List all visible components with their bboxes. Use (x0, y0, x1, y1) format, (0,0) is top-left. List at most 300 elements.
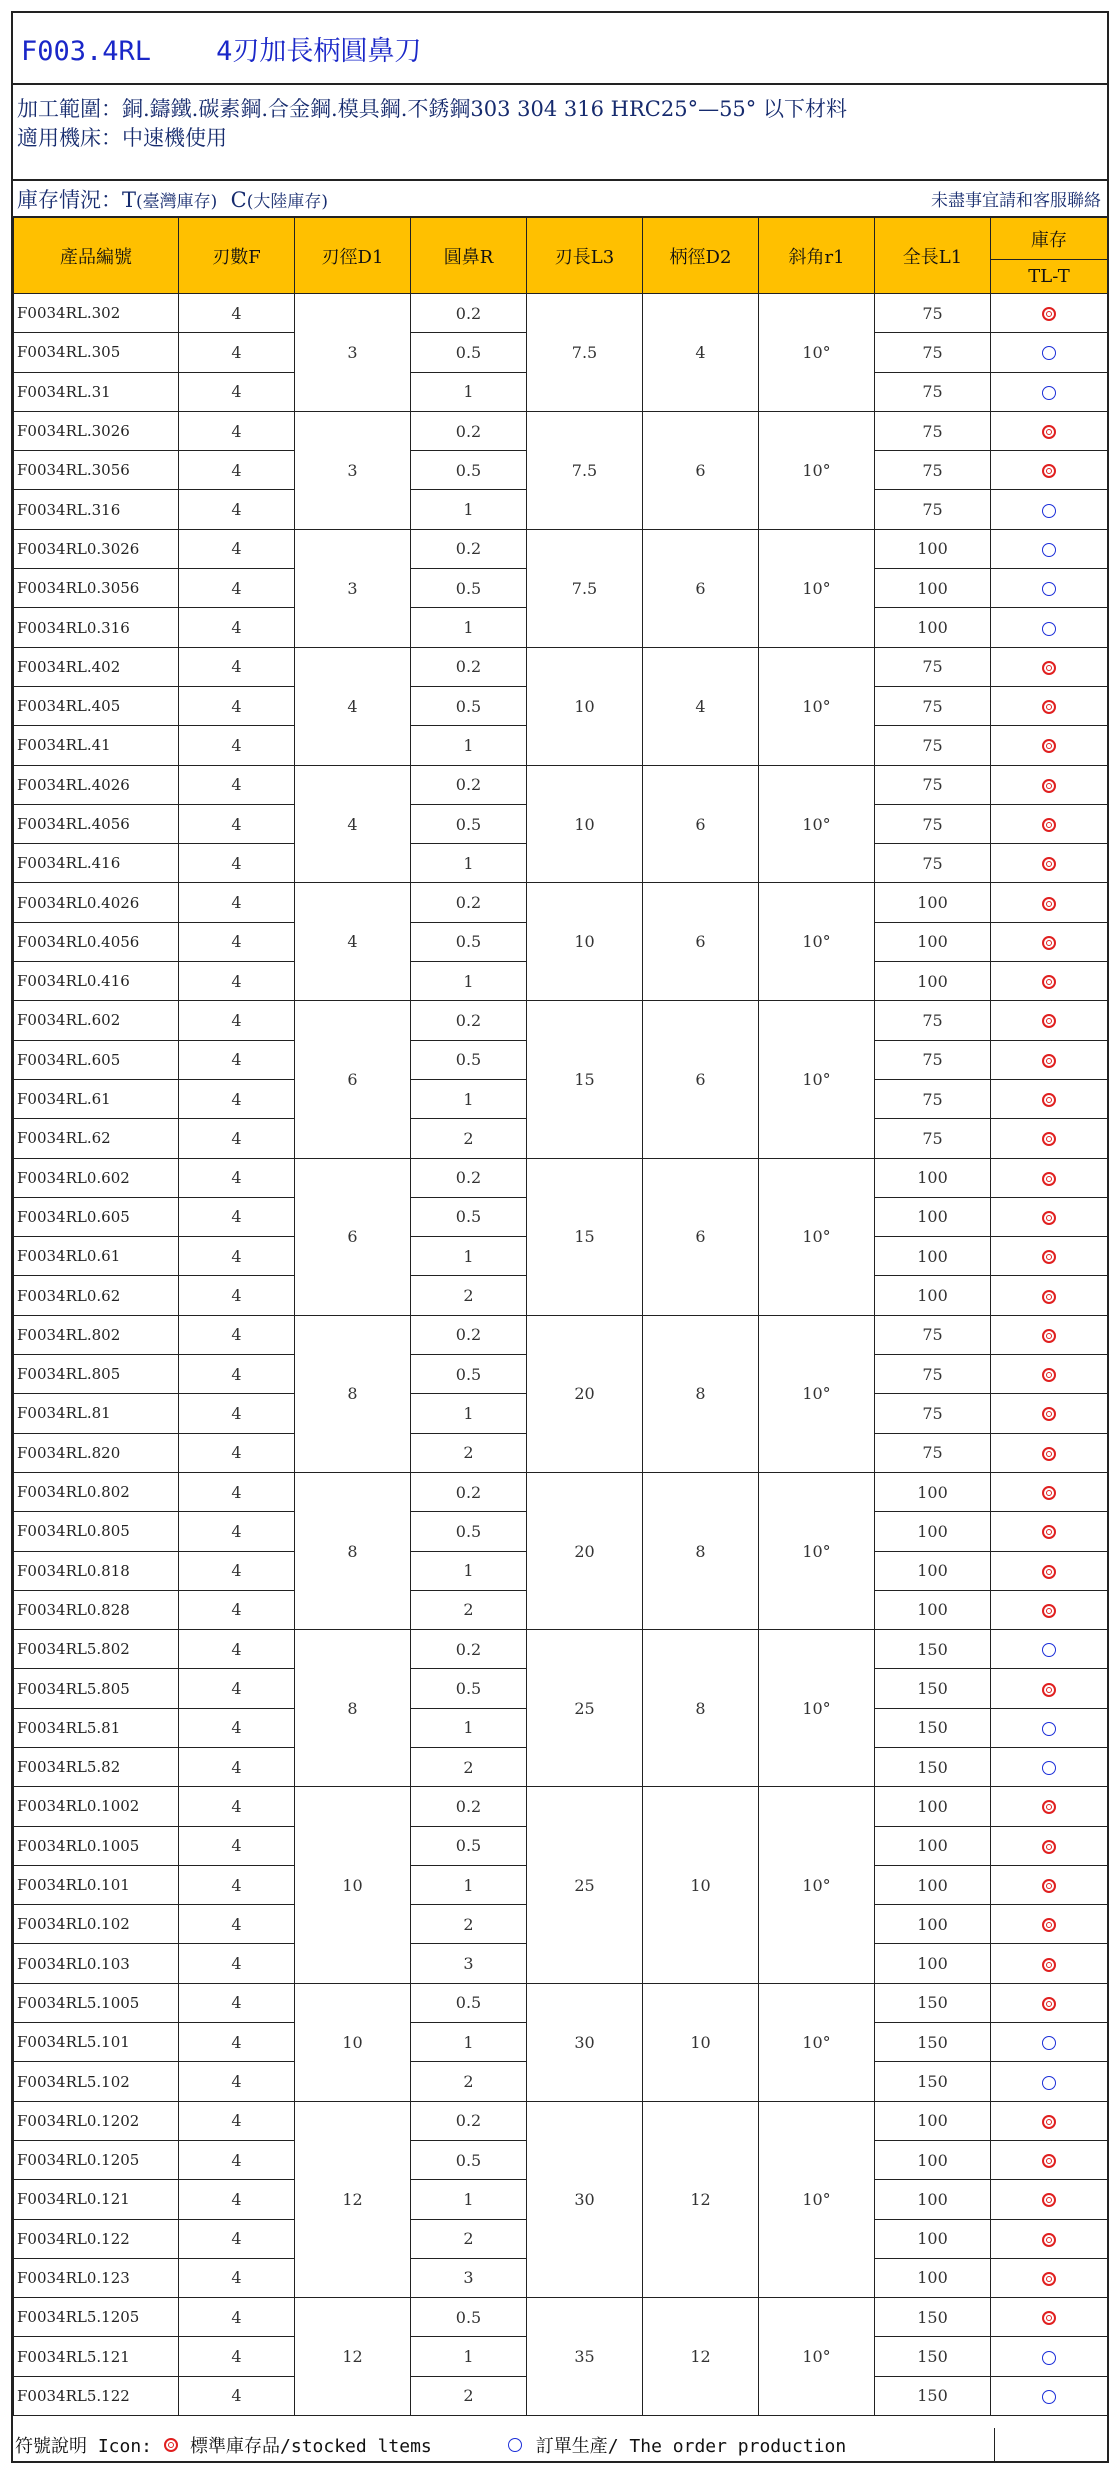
cell-flutes: 4 (179, 1315, 295, 1354)
legend-divider (994, 2428, 995, 2461)
cell-stock (991, 2062, 1108, 2101)
cell-total-length: 100 (875, 1197, 991, 1236)
cell-stock (991, 1079, 1108, 1118)
table-row (14, 529, 1108, 568)
cell-flutes: 4 (179, 844, 295, 883)
double-circle-icon (1042, 1172, 1056, 1186)
cell-diameter: 3 (295, 294, 411, 412)
cell-radius: 2 (411, 2376, 527, 2415)
cell-flutes: 4 (179, 1983, 295, 2022)
cell-radius: 0.2 (411, 2101, 527, 2140)
cell-diameter: 8 (295, 1315, 411, 1472)
cell-code: F0034RL.62 (14, 1119, 179, 1158)
cell-code: F0034RL.41 (14, 726, 179, 765)
cell-total-length: 150 (875, 2376, 991, 2415)
cell-total-length: 75 (875, 844, 991, 883)
cell-flutes: 4 (179, 1433, 295, 1472)
cell-stock (991, 1276, 1108, 1315)
cell-code: F0034RL5.1205 (14, 2298, 179, 2337)
cell-total-length: 150 (875, 2298, 991, 2337)
cell-stock (991, 686, 1108, 725)
cell-radius: 0.2 (411, 765, 527, 804)
cell-flute-length: 20 (527, 1315, 643, 1472)
cell-angle: 10° (759, 1315, 875, 1472)
cell-radius: 0.5 (411, 1669, 527, 1708)
cell-stock (991, 2023, 1108, 2062)
cell-code: F0034RL0.61 (14, 1237, 179, 1276)
cell-radius: 1 (411, 2337, 527, 2376)
header-stock: 庫存 (991, 218, 1108, 260)
double-circle-icon (1042, 2193, 1056, 2207)
cell-stock (991, 411, 1108, 450)
circle-icon (1042, 2390, 1056, 2404)
cell-total-length: 100 (875, 1276, 991, 1315)
stock-status-bar (13, 181, 1107, 217)
double-circle-icon (1042, 1290, 1056, 1304)
cell-radius: 1 (411, 372, 527, 411)
cell-total-length: 100 (875, 1158, 991, 1197)
cell-radius: 1 (411, 1237, 527, 1276)
cell-radius: 1 (411, 2180, 527, 2219)
cell-stock (991, 1905, 1108, 1944)
double-circle-icon (1042, 975, 1056, 989)
cell-total-length: 100 (875, 1237, 991, 1276)
cell-code: F0034RL0.602 (14, 1158, 179, 1197)
cell-radius: 2 (411, 2219, 527, 2258)
cell-radius: 3 (411, 2258, 527, 2297)
double-circle-icon (1042, 2115, 1056, 2129)
cell-radius: 0.5 (411, 686, 527, 725)
cell-shank: 6 (643, 411, 759, 529)
cell-diameter: 8 (295, 1472, 411, 1629)
cell-total-length: 150 (875, 2062, 991, 2101)
contact-note: 未盡事宜請和客服聯絡 (931, 191, 1101, 211)
cell-code: F0034RL.3056 (14, 451, 179, 490)
cell-radius: 1 (411, 2023, 527, 2062)
table-row (14, 1630, 1108, 1669)
double-circle-icon (1042, 1486, 1056, 1500)
cell-code: F0034RL0.828 (14, 1590, 179, 1629)
cell-total-length: 100 (875, 2101, 991, 2140)
cell-flutes: 4 (179, 490, 295, 529)
cell-code: F0034RL5.101 (14, 2023, 179, 2062)
cell-radius: 1 (411, 726, 527, 765)
cell-code: F0034RL.316 (14, 490, 179, 529)
double-circle-icon (1042, 2233, 1056, 2247)
header-shank: 柄徑D2 (643, 218, 759, 294)
cell-flutes: 4 (179, 1905, 295, 1944)
cell-stock (991, 1630, 1108, 1669)
cell-flutes: 4 (179, 1472, 295, 1511)
cell-total-length: 75 (875, 1315, 991, 1354)
cell-angle: 10° (759, 1158, 875, 1315)
cell-code: F0034RL5.81 (14, 1708, 179, 1747)
cell-radius: 3 (411, 1944, 527, 1983)
cell-stock (991, 1001, 1108, 1040)
cell-angle: 10° (759, 411, 875, 529)
cell-stock (991, 2337, 1108, 2376)
cell-angle: 10° (759, 765, 875, 883)
double-circle-icon (1042, 1840, 1056, 1854)
circle-icon (1042, 622, 1056, 636)
table-row (14, 1158, 1108, 1197)
cell-flutes: 4 (179, 1512, 295, 1551)
cell-stock (991, 1787, 1108, 1826)
cell-total-length: 100 (875, 2219, 991, 2258)
cell-code: F0034RL.602 (14, 1001, 179, 1040)
cell-total-length: 150 (875, 2023, 991, 2062)
cell-stock (991, 883, 1108, 922)
cell-diameter: 8 (295, 1630, 411, 1787)
cell-total-length: 150 (875, 1669, 991, 1708)
cell-total-length: 150 (875, 2337, 991, 2376)
cell-stock (991, 1040, 1108, 1079)
cell-stock (991, 2140, 1108, 2179)
cell-total-length: 75 (875, 726, 991, 765)
cell-stock (991, 608, 1108, 647)
cell-code: F0034RL0.3026 (14, 529, 179, 568)
cell-radius: 1 (411, 608, 527, 647)
cell-code: F0034RL5.102 (14, 2062, 179, 2101)
double-circle-icon (1042, 700, 1056, 714)
cell-total-length: 75 (875, 1079, 991, 1118)
double-circle-icon (1042, 857, 1056, 871)
double-circle-icon (1042, 1997, 1056, 2011)
cell-angle: 10° (759, 1630, 875, 1787)
cell-diameter: 12 (295, 2101, 411, 2297)
cell-radius: 0.5 (411, 569, 527, 608)
cell-flutes: 4 (179, 686, 295, 725)
cell-code: F0034RL0.818 (14, 1551, 179, 1590)
cell-total-length: 75 (875, 804, 991, 843)
cell-flutes: 4 (179, 1590, 295, 1629)
cell-radius: 1 (411, 1865, 527, 1904)
cell-stock (991, 333, 1108, 372)
cell-code: F0034RL5.802 (14, 1630, 179, 1669)
cell-shank: 8 (643, 1315, 759, 1472)
cell-code: F0034RL.405 (14, 686, 179, 725)
cell-code: F0034RL0.416 (14, 962, 179, 1001)
cell-flutes: 4 (179, 529, 295, 568)
cell-radius: 1 (411, 1394, 527, 1433)
cell-stock (991, 1826, 1108, 1865)
cell-radius: 1 (411, 1551, 527, 1590)
legend-label: 符號說明 Icon: (15, 2435, 153, 2457)
cell-diameter: 6 (295, 1001, 411, 1158)
cell-total-length: 100 (875, 1944, 991, 1983)
cell-flutes: 4 (179, 294, 295, 333)
cell-code: F0034RL0.3056 (14, 569, 179, 608)
cell-total-length: 100 (875, 922, 991, 961)
double-circle-icon (1042, 1604, 1056, 1618)
stock-c: C (230, 187, 247, 212)
cell-angle: 10° (759, 1983, 875, 2101)
cell-flutes: 4 (179, 1394, 295, 1433)
cell-total-length: 100 (875, 1472, 991, 1511)
cell-radius: 0.2 (411, 647, 527, 686)
cell-flute-length: 7.5 (527, 529, 643, 647)
circle-icon (1042, 1643, 1056, 1657)
cell-shank: 6 (643, 1158, 759, 1315)
cell-code: F0034RL.4056 (14, 804, 179, 843)
cell-flutes: 4 (179, 1865, 295, 1904)
cell-stock (991, 1472, 1108, 1511)
cell-stock (991, 804, 1108, 843)
double-circle-icon (1042, 1525, 1056, 1539)
double-circle-icon (1042, 1879, 1056, 1893)
cell-stock (991, 1747, 1108, 1786)
cell-total-length: 75 (875, 1355, 991, 1394)
cell-flutes: 4 (179, 2101, 295, 2140)
cell-shank: 12 (643, 2298, 759, 2416)
spec-sheet (11, 11, 1109, 2463)
table-row (14, 2298, 1108, 2337)
cell-angle: 10° (759, 2298, 875, 2416)
cell-code: F0034RL5.82 (14, 1747, 179, 1786)
cell-total-length: 75 (875, 411, 991, 450)
cell-code: F0034RL.31 (14, 372, 179, 411)
cell-total-length: 75 (875, 372, 991, 411)
cell-flutes: 4 (179, 2062, 295, 2101)
cell-flute-length: 7.5 (527, 294, 643, 412)
double-circle-icon (1042, 425, 1056, 439)
cell-stock (991, 1983, 1108, 2022)
cell-stock (991, 1433, 1108, 1472)
cell-shank: 6 (643, 529, 759, 647)
cell-code: F0034RL.820 (14, 1433, 179, 1472)
cell-stock (991, 647, 1108, 686)
cell-angle: 10° (759, 647, 875, 765)
cell-stock (991, 2219, 1108, 2258)
header-flute-length: 刃長L3 (527, 218, 643, 294)
cell-code: F0034RL.302 (14, 294, 179, 333)
double-circle-icon (1042, 1132, 1056, 1146)
cell-angle: 10° (759, 1787, 875, 1983)
cell-flutes: 4 (179, 1944, 295, 1983)
cell-radius: 0.5 (411, 1040, 527, 1079)
cell-code: F0034RL0.1005 (14, 1826, 179, 1865)
double-circle-icon (1042, 2154, 1056, 2168)
double-circle-icon (1042, 1014, 1056, 1028)
cell-flutes: 4 (179, 2219, 295, 2258)
cell-stock (991, 1708, 1108, 1747)
cell-stock (991, 294, 1108, 333)
cell-flutes: 4 (179, 1158, 295, 1197)
cell-code: F0034RL0.1202 (14, 2101, 179, 2140)
cell-total-length: 150 (875, 1983, 991, 2022)
cell-radius: 2 (411, 1590, 527, 1629)
header-total-length: 全長L1 (875, 218, 991, 294)
cell-code: F0034RL.81 (14, 1394, 179, 1433)
double-circle-icon (1042, 1565, 1056, 1579)
double-circle-icon (1042, 464, 1056, 478)
cell-flutes: 4 (179, 1040, 295, 1079)
cell-code: F0034RL5.121 (14, 2337, 179, 2376)
cell-radius: 0.5 (411, 1826, 527, 1865)
spec-table (13, 217, 1108, 2416)
cell-code: F0034RL.416 (14, 844, 179, 883)
cell-code: F0034RL5.805 (14, 1669, 179, 1708)
cell-radius: 2 (411, 1276, 527, 1315)
cell-flutes: 4 (179, 333, 295, 372)
cell-stock (991, 529, 1108, 568)
cell-stock (991, 962, 1108, 1001)
cell-angle: 10° (759, 883, 875, 1001)
cell-total-length: 100 (875, 529, 991, 568)
table-row (14, 294, 1108, 333)
cell-radius: 0.2 (411, 1315, 527, 1354)
table-row (14, 1315, 1108, 1354)
cell-diameter: 3 (295, 529, 411, 647)
cell-flutes: 4 (179, 608, 295, 647)
cell-flutes: 4 (179, 647, 295, 686)
cell-code: F0034RL5.1005 (14, 1983, 179, 2022)
cell-shank: 8 (643, 1630, 759, 1787)
cell-radius: 2 (411, 2062, 527, 2101)
cell-shank: 10 (643, 1787, 759, 1983)
cell-radius: 0.5 (411, 1355, 527, 1394)
cell-shank: 6 (643, 765, 759, 883)
stock-legend (17, 184, 328, 214)
cell-stock (991, 1237, 1108, 1276)
double-circle-icon (1042, 779, 1056, 793)
double-circle-icon (1042, 661, 1056, 675)
cell-code: F0034RL.605 (14, 1040, 179, 1079)
double-circle-icon (1042, 1211, 1056, 1225)
cell-code: F0034RL0.1205 (14, 2140, 179, 2179)
cell-flutes: 4 (179, 883, 295, 922)
circle-icon (1042, 1761, 1056, 1775)
double-circle-icon (1042, 739, 1056, 753)
cell-stock (991, 1315, 1108, 1354)
cell-flute-length: 25 (527, 1787, 643, 1983)
cell-code: F0034RL.805 (14, 1355, 179, 1394)
cell-code: F0034RL0.102 (14, 1905, 179, 1944)
cell-stock (991, 451, 1108, 490)
cell-code: F0034RL0.605 (14, 1197, 179, 1236)
cell-diameter: 4 (295, 647, 411, 765)
page-title: F003.4RL 4刃加長柄圓鼻刀 (13, 13, 1107, 85)
cell-stock (991, 1669, 1108, 1708)
cell-flute-length: 25 (527, 1630, 643, 1787)
cell-total-length: 100 (875, 2180, 991, 2219)
double-circle-icon (1042, 936, 1056, 950)
machining-range: 加工範圍：銅.鑄鐵.碳素鋼.合金鋼.模具鋼.不銹鋼303 304 316 HRC25°—55° 以下材料 (17, 97, 847, 121)
circle-icon (1042, 582, 1056, 596)
cell-angle: 10° (759, 2101, 875, 2297)
cell-flute-length: 7.5 (527, 411, 643, 529)
header-flutes: 刃數F (179, 218, 295, 294)
cell-flutes: 4 (179, 962, 295, 1001)
cell-total-length: 75 (875, 490, 991, 529)
cell-radius: 0.5 (411, 2298, 527, 2337)
cell-radius: 2 (411, 1747, 527, 1786)
cell-flutes: 4 (179, 922, 295, 961)
cell-flutes: 4 (179, 1237, 295, 1276)
cell-flutes: 4 (179, 451, 295, 490)
cell-shank: 10 (643, 1983, 759, 2101)
circle-icon (1042, 2076, 1056, 2090)
circle-icon (1042, 543, 1056, 557)
double-circle-icon (1042, 897, 1056, 911)
cell-total-length: 100 (875, 1512, 991, 1551)
header-stock-sub: TL-T (991, 260, 1108, 294)
cell-total-length: 75 (875, 1394, 991, 1433)
cell-flutes: 4 (179, 2140, 295, 2179)
cell-shank: 8 (643, 1472, 759, 1629)
cell-radius: 0.2 (411, 1472, 527, 1511)
table-row (14, 1001, 1108, 1040)
cell-angle: 10° (759, 294, 875, 412)
cell-flute-length: 30 (527, 2101, 643, 2297)
cell-diameter: 4 (295, 883, 411, 1001)
cell-stock (991, 1119, 1108, 1158)
cell-radius: 0.2 (411, 1787, 527, 1826)
cell-stock (991, 1197, 1108, 1236)
cell-total-length: 100 (875, 1551, 991, 1590)
cell-code: F0034RL0.1002 (14, 1787, 179, 1826)
cell-flute-length: 35 (527, 2298, 643, 2416)
cell-flutes: 4 (179, 1197, 295, 1236)
cell-code: F0034RL0.805 (14, 1512, 179, 1551)
cell-stock (991, 2298, 1108, 2337)
cell-shank: 6 (643, 883, 759, 1001)
circle-icon (508, 2438, 522, 2452)
applicable-machine: 適用機床：中速機使用 (17, 126, 227, 150)
cell-radius: 0.2 (411, 1001, 527, 1040)
circle-icon (1042, 504, 1056, 518)
double-circle-icon (1042, 1918, 1056, 1932)
cell-total-length: 75 (875, 333, 991, 372)
cell-radius: 1 (411, 1079, 527, 1118)
cell-total-length: 100 (875, 1787, 991, 1826)
cell-code: F0034RL0.123 (14, 2258, 179, 2297)
cell-radius: 0.5 (411, 1512, 527, 1551)
table-row (14, 765, 1108, 804)
cell-diameter: 6 (295, 1158, 411, 1315)
cell-total-length: 100 (875, 2258, 991, 2297)
cell-flutes: 4 (179, 804, 295, 843)
cell-radius: 1 (411, 962, 527, 1001)
header-angle: 斜角r1 (759, 218, 875, 294)
table-row (14, 647, 1108, 686)
cell-flute-length: 10 (527, 647, 643, 765)
cell-radius: 1 (411, 844, 527, 883)
cell-total-length: 75 (875, 451, 991, 490)
cell-radius: 2 (411, 1433, 527, 1472)
table-row (14, 883, 1108, 922)
circle-icon (1042, 2036, 1056, 2050)
cell-flutes: 4 (179, 411, 295, 450)
cell-total-length: 75 (875, 1001, 991, 1040)
info-block (13, 85, 1107, 181)
stock-t: T (122, 187, 137, 212)
cell-flute-length: 10 (527, 883, 643, 1001)
cell-diameter: 10 (295, 1983, 411, 2101)
cell-flutes: 4 (179, 2258, 295, 2297)
cell-radius: 0.5 (411, 1983, 527, 2022)
cell-stock (991, 765, 1108, 804)
cell-flutes: 4 (179, 1001, 295, 1040)
cell-stock (991, 1944, 1108, 1983)
cell-code: F0034RL0.121 (14, 2180, 179, 2219)
stock-c-note: (大陸庫存) (246, 191, 328, 212)
cell-flute-length: 15 (527, 1158, 643, 1315)
cell-code: F0034RL0.316 (14, 608, 179, 647)
cell-flute-length: 15 (527, 1001, 643, 1158)
cell-angle: 10° (759, 529, 875, 647)
cell-flutes: 4 (179, 1708, 295, 1747)
